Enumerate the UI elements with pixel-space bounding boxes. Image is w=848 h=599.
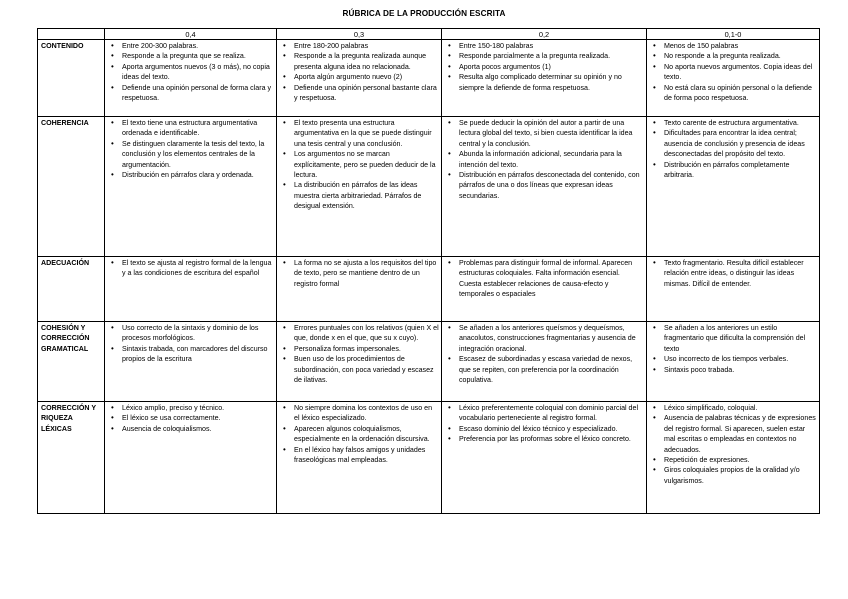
descriptor-list [108, 118, 274, 180]
descriptor-list [280, 403, 439, 465]
descriptor-list [280, 41, 439, 103]
descriptor-item: • El texto tiene una estructura argumentativa ordenada e identificable. [122, 118, 274, 139]
descriptor-item: • El texto se ajusta al registro formal de la lengua y a las condiciones de escritura del español [122, 258, 274, 279]
descriptor-item: • Léxico preferentemente coloquial con dominio parcial del vocabulario perteneciente al registro formal. [459, 403, 644, 424]
descriptor-item: • En el léxico hay falsos amigos y unidades fraseológicas mal empleadas. [294, 445, 439, 466]
rubric-row [38, 40, 820, 117]
rubric-cell [442, 117, 647, 257]
criterion-label: COHERENCIA [38, 117, 105, 257]
rubric-cell [105, 402, 277, 514]
descriptor-item: • Distribución en párrafos completamente arbitraria. [664, 160, 817, 181]
descriptor-item: • Sintaxis poco trabada. [664, 365, 817, 375]
header-score-0-1: 0,1-0 [647, 29, 820, 40]
descriptor-list [280, 323, 439, 385]
descriptor-item: • Entre 200-300 palabras. [122, 41, 274, 51]
rubric-cell [647, 322, 820, 402]
descriptor-item: • Preferencia por las proformas sobre el léxico concreto. [459, 434, 644, 444]
descriptor-item: • Distribución en párrafos desconectada del contenido, con párrafos de una o dos líneas que expresan ideas secundarias. [459, 170, 644, 201]
descriptor-item: • Escasez de subordinadas y escasa variedad de nexos, que se repiten, con preferencia por la coordinación copulativa. [459, 354, 644, 385]
rubric-row [38, 322, 820, 402]
descriptor-item: • No aporta nuevos argumentos. Copia ideas del texto. [664, 62, 817, 83]
descriptor-item: • Problemas para distinguir formal de informal. Aparecen estructuras coloquiales. Falta información esencial. Cuesta establecer relaciones de causa-efecto y temporales o espaciales [459, 258, 644, 300]
descriptor-list [108, 258, 274, 279]
descriptor-list [445, 41, 644, 93]
descriptor-item: • Personaliza formas impersonales. [294, 344, 439, 354]
descriptor-list [445, 403, 644, 445]
descriptor-list [650, 403, 817, 486]
descriptor-item: • Aparecen algunos coloquialismos, especialmente en la ordenación discursiva. [294, 424, 439, 445]
descriptor-item: • Se distinguen claramente la tesis del texto, la conclusión y los elementos centrales de la argumentación. [122, 139, 274, 170]
descriptor-item: • Uso correcto de la sintaxis y dominio de los procesos morfológicos. [122, 323, 274, 344]
header-criterion [38, 29, 105, 40]
descriptor-item: • Dificultades para encontrar la idea central; ausencia de conclusión y presencia de ideas desconectadas del propósito del texto. [664, 128, 817, 159]
descriptor-item: • Texto fragmentario. Resulta difícil establecer relación entre ideas, o distinguir las ideas mismas. Difícil de entender. [664, 258, 817, 289]
descriptor-item: • Entre 150-180 palabras [459, 41, 644, 51]
descriptor-item: • Repetición de expresiones. [664, 455, 817, 465]
criterion-label: CONTENIDO [38, 40, 105, 117]
rubric-cell [277, 117, 442, 257]
rubric-cell [647, 40, 820, 117]
rubric-cell [442, 257, 647, 322]
header-row [38, 29, 820, 40]
descriptor-list [650, 323, 817, 375]
descriptor-list [280, 118, 439, 212]
rubric-row [38, 117, 820, 257]
rubric-cell [277, 40, 442, 117]
rubric-body [38, 40, 820, 514]
rubric-row [38, 402, 820, 514]
descriptor-item: • No responde a la pregunta realizada. [664, 51, 817, 61]
descriptor-item: • Se añaden a los anteriores queísmos y dequeísmos, anacolutos, construcciones fragmentarias y ausencia de integración oracional. [459, 323, 644, 354]
descriptor-item: • Ausencia de coloquialismos. [122, 424, 274, 434]
descriptor-list [108, 41, 274, 103]
descriptor-list [445, 258, 644, 300]
descriptor-item: • El texto presenta una estructura argumentativa en la que se puede distinguir una tesis central y una conclusión. [294, 118, 439, 149]
descriptor-item: • Uso incorrecto de los tiempos verbales. [664, 354, 817, 364]
descriptor-item: • Distribución en párrafos clara y ordenada. [122, 170, 274, 180]
descriptor-item: • Defiende una opinión personal bastante clara y respetuosa. [294, 83, 439, 104]
descriptor-item: • Abunda la información adicional, secundaria para la intención del texto. [459, 149, 644, 170]
descriptor-list [280, 258, 439, 289]
descriptor-item: • Buen uso de los procedimientos de subordinación, con poca variedad y escasez de ilativas. [294, 354, 439, 385]
rubric-cell [442, 402, 647, 514]
descriptor-item: • Menos de 150 palabras [664, 41, 817, 51]
descriptor-item: • Se puede deducir la opinión del autor a partir de una lectura global del texto, si bien cuesta identificar la idea central y la conclusión. [459, 118, 644, 149]
rubric-row [38, 257, 820, 322]
rubric-cell [105, 40, 277, 117]
descriptor-item: • Responde parcialmente a la pregunta realizada. [459, 51, 644, 61]
page-title: RÚBRICA DE LA PRODUCCIÓN ESCRITA [342, 9, 506, 18]
rubric-cell [105, 322, 277, 402]
header-score-0-2: 0,2 [442, 29, 647, 40]
descriptor-item: • No siempre domina los contextos de uso en el léxico especializado. [294, 403, 439, 424]
rubric-cell [647, 117, 820, 257]
descriptor-list [650, 41, 817, 103]
descriptor-item: • Aporta argumentos nuevos (3 o más), no copia ideas del texto. [122, 62, 274, 83]
descriptor-item: • Se añaden a los anteriores un estilo fragmentario que dificulta la comprensión del texto [664, 323, 817, 354]
descriptor-list [445, 118, 644, 201]
descriptor-item: • La forma no se ajusta a los requisitos del tipo de texto, pero se mantiene dentro de un registro formal [294, 258, 439, 289]
descriptor-item: • Resulta algo complicado determinar su opinión y no siempre la defiende de forma respetuosa. [459, 72, 644, 93]
rubric-cell [647, 402, 820, 514]
criterion-label: CORRECCIÓN Y RIQUEZA LÉXICAS [38, 402, 105, 514]
descriptor-list [108, 403, 274, 434]
descriptor-item: • Responde a la pregunta realizada aunque presenta alguna idea no relacionada. [294, 51, 439, 72]
descriptor-list [108, 323, 274, 365]
rubric-cell [277, 322, 442, 402]
descriptor-item: • No está clara su opinión personal o la defiende de forma poco respetuosa. [664, 83, 817, 104]
rubric-cell [442, 40, 647, 117]
header-score-0-3: 0,3 [277, 29, 442, 40]
descriptor-item: • La distribución en párrafos de las ideas muestra cierta arbitrariedad. Párrafos de desigual extensión. [294, 180, 439, 211]
descriptor-item: • El léxico se usa correctamente. [122, 413, 274, 423]
rubric-cell [105, 117, 277, 257]
descriptor-item: • Sintaxis trabada, con marcadores del discurso propios de la escritura [122, 344, 274, 365]
descriptor-item: • Errores puntuales con los relativos (quien X el que, donde x en el que, que su x cuyo). [294, 323, 439, 344]
descriptor-item: • Aporta pocos argumentos (1) [459, 62, 644, 72]
rubric-cell [277, 257, 442, 322]
rubric-cell [647, 257, 820, 322]
descriptor-item: • Léxico simplificado, coloquial. [664, 403, 817, 413]
descriptor-list [650, 258, 817, 289]
descriptor-item: • Ausencia de palabras técnicas y de expresiones del registro formal. Si aparecen, suelen estar mal escritas o empleadas en contextos no adecuados. [664, 413, 817, 455]
descriptor-item: • Responde a la pregunta que se realiza. [122, 51, 274, 61]
descriptor-item: • Léxico amplio, preciso y técnico. [122, 403, 274, 413]
rubric-cell [277, 402, 442, 514]
descriptor-item: • Defiende una opinión personal de forma clara y respetuosa. [122, 83, 274, 104]
criterion-label: ADECUACIÓN [38, 257, 105, 322]
descriptor-item: • Aporta algún argumento nuevo (2) [294, 72, 439, 82]
rubric-table [37, 28, 820, 514]
descriptor-list [650, 118, 817, 180]
criterion-label: COHESIÓN Y CORRECCIÓN GRAMATICAL [38, 322, 105, 402]
rubric-cell [105, 257, 277, 322]
descriptor-item: • Giros coloquiales propios de la oralidad y/o vulgarismos. [664, 465, 817, 486]
descriptor-item: • Los argumentos no se marcan explícitamente, pero se pueden deducir de la lectura. [294, 149, 439, 180]
descriptor-list [445, 323, 644, 385]
descriptor-item: • Escaso dominio del léxico técnico y especializado. [459, 424, 644, 434]
descriptor-item: • Entre 180-200 palabras [294, 41, 439, 51]
descriptor-item: • Texto carente de estructura argumentativa. [664, 118, 817, 128]
header-score-0-4: 0,4 [105, 29, 277, 40]
rubric-cell [442, 322, 647, 402]
